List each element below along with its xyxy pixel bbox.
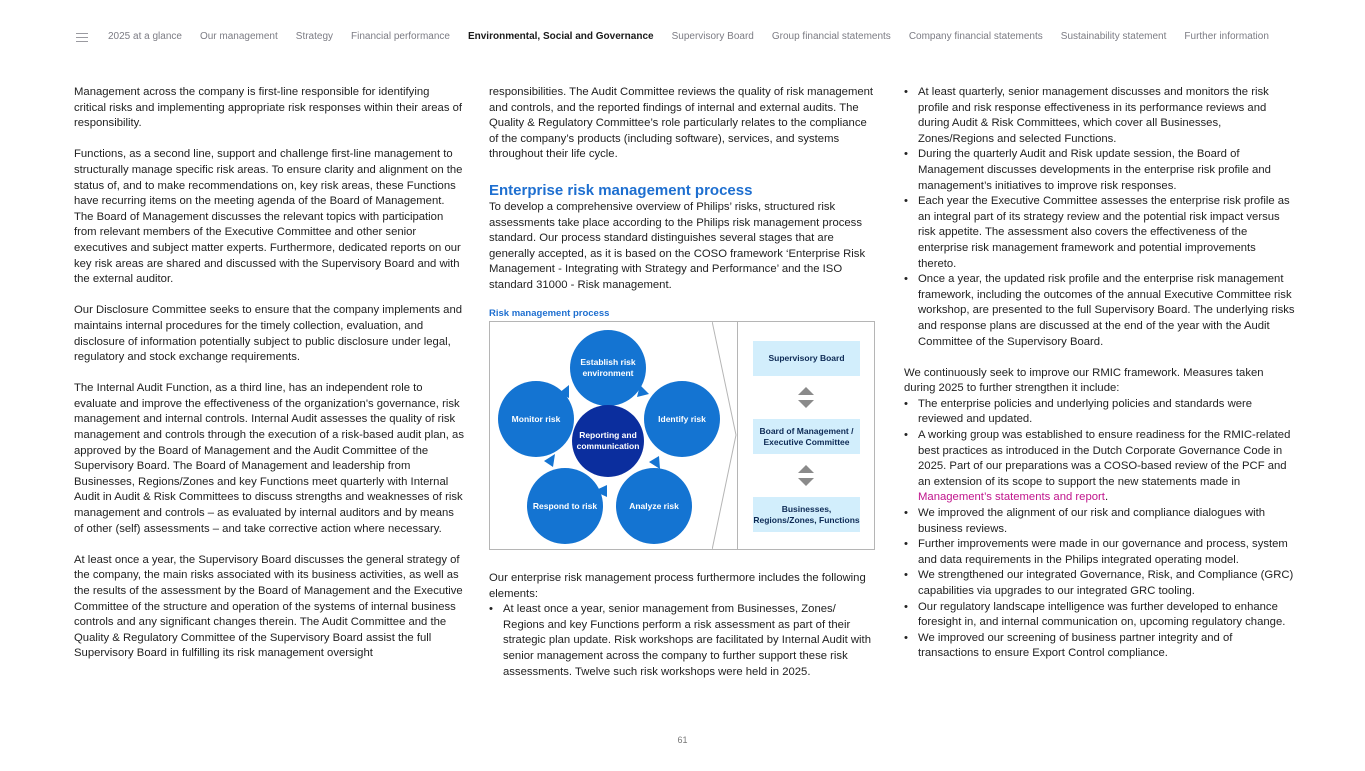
column-right (904, 85, 1296, 662)
paragraph: The Internal Audit Function, as a third line, has an independent role to evaluate and improve the effectiveness of the organization's governance, risk management and internal controls. Internal Audit assesses the quality of risk management and controls through the execution of a risk-based audit plan, as approved by the Board of Management and the Audit Committee of the Supervisory Board. The Board of Management and leadership from Businesses, Regions/Zones and key Functions meet quarterly with Internal Audit in Audit & Risk Committees to discuss strengths and weaknesses of risk management and controls – as evaluated by internal auditors and by means of other (self) assessments – and take corrective action where necessary. (74, 382, 464, 535)
nav-item-financial-performance[interactable]: Financial performance (351, 31, 450, 42)
level-supervisory-board: Supervisory Board (753, 341, 860, 376)
arrow-identify-analyze (649, 456, 660, 469)
nav-item-strategy[interactable]: Strategy (295, 31, 334, 42)
bullet-list (489, 602, 879, 680)
paragraph: We continuously seek to improve our RMIC framework. Measures taken during 2025 to further strengthen it include: (904, 366, 1264, 395)
bullet-list (904, 397, 1296, 662)
paragraph: Management across the company is first-line responsible for identifying critical risks and implementing appropriate risk responses within their areas of responsibility. (74, 86, 463, 130)
arrow-establish-identify (637, 385, 649, 397)
level-board-of-management: Board of Management / Executive Committee (753, 419, 860, 454)
list-item: • We strengthened our integrated Governance, Risk, and Compliance (GRC) capabilities via upgrades to our integrated GRC tooling. (904, 568, 1296, 599)
nav-item-company-financial[interactable]: Company financial statements (908, 31, 1043, 42)
list-item-text: . (1104, 491, 1109, 504)
section-heading: Enterprise risk management process (489, 181, 753, 199)
arrow-respond-monitor (544, 454, 555, 467)
arrow-analyze-respond (594, 485, 607, 497)
stage-establish: Establish risk environment (570, 330, 646, 406)
list-item (904, 428, 1296, 506)
nav-item-group-financial[interactable]: Group financial statements (771, 31, 891, 42)
nav-item-esg[interactable]: Environmental, Social and Governance (467, 31, 654, 42)
hamburger-menu-icon[interactable] (76, 33, 88, 42)
nav-item-supervisory-board[interactable]: Supervisory Board (671, 31, 754, 42)
level-arrows-lower (795, 463, 817, 489)
paragraph: Our Disclosure Committee seeks to ensure that the company implements and maintains internal procedures for the timely collection, evaluation, and disclosure of information potentially subject to public disclosure under legal, regulatory and stock exchange requirements. (74, 304, 463, 364)
page-number: 61 (677, 735, 688, 745)
bullet-list (904, 85, 1296, 350)
level-arrows-upper (795, 385, 817, 411)
paragraph: responsibilities. The Audit Committee reviews the quality of risk management and controls, and the reported findings of internal and external audits. The Quality & Regulatory Committee’s role particularly relates to the compliance of the company’s products (including software), services, and systems throughout their life cycle. (489, 86, 874, 161)
list-item: • During the quarterly Audit and Risk update session, the Board of Management discusses developments in the enterprise risk profile and management’s initiatives to improve risk responses. (904, 147, 1296, 194)
list-item: • Our regulatory landscape intelligence was further developed to enhance foresight in, and internal communication on, upcoming regulatory change. (904, 600, 1296, 631)
list-item: • At least once a year, senior management from Businesses, Zones/ Regions and key Functions perform a risk assessment as part of their strategic plan update. Risk workshops are facilitated by Internal Audit with senior management across the company to further support these risk assessments. Twelve such risk workshops were held in 2025. (489, 602, 879, 680)
stage-identify: Identify risk (644, 381, 720, 457)
list-item: • At least quarterly, senior management discusses and monitors the risk profile and risk response effectiveness in its performance reviews and during Audit & Risk Committees, which cover all Businesses, Zones/Regions and selected Functions. (904, 85, 1296, 147)
top-navigation (0, 0, 1365, 72)
list-item: • Once a year, the updated risk profile and the enterprise risk management framework, including the outcomes of the annual Executive Committee risk workshop, are presented to the full Supervisory Board. The underlying risks and response plans are discussed at the end of the year with the Audit Committee of the Supervisory Board. (904, 272, 1296, 350)
column-middle-lower (489, 571, 879, 680)
stage-monitor: Monitor risk (498, 381, 574, 457)
paragraph: At least once a year, the Supervisory Board discusses the general strategy of the company, the main risks associated with its business activities, as well as the results of the assessment by the Board of Management and the Executive Committee of the structure and operation of the systems of internal business controls and any significant changes therein. The Audit Committee and the Quality & Regulatory Committee of the Supervisory Board assist the full Supervisory Board in fulfilling its risk management oversight (74, 553, 463, 660)
stage-analyze: Analyze risk (616, 468, 692, 544)
list-item: • Further improvements were made in our governance and process, system and data requirements in the Philips integrated operating model. (904, 537, 1296, 568)
nav-item-sustainability[interactable]: Sustainability statement (1060, 31, 1167, 42)
column-left (74, 85, 464, 678)
list-item: • We improved the alignment of our risk and compliance dialogues with business reviews. (904, 506, 1296, 537)
list-item-text: A working group was established to ensure readiness for the RMIC-related best practices as introduced in the Dutch Corporate Governance Code in 2025. Part of our preparations was a COSO-based review of the PCF and an extension of its scope to support the new statements made in (918, 429, 1291, 488)
nav-links (108, 31, 1287, 42)
paragraph: To develop a comprehensive overview of Philips’ risks, structured risk assessments take place according to the Philips risk management process standard. Our process standard distinguishes several stages that are generally accepted, as it is based on the COSO framework ‘Enterprise Risk Management - Integrating with Strategy and Performance’ and the ISO standard 31000 - Risk management. (489, 200, 866, 291)
nav-item-glance[interactable]: 2025 at a glance (108, 31, 182, 42)
arrow-monitor-establish (559, 385, 569, 398)
list-item: • The enterprise policies and underlying policies and standards were reviewed and updated. (904, 397, 1296, 428)
level-businesses: Businesses, Regions/Zones, Functions (753, 497, 860, 532)
stage-respond: Respond to risk (527, 468, 603, 544)
diagram-title: Risk management process (489, 308, 610, 319)
stage-reporting: Reporting and communication (572, 405, 644, 477)
management-statements-link[interactable]: Management’s statements and report (918, 491, 1105, 504)
nav-item-further-info[interactable]: Further information (1184, 31, 1269, 42)
cycle-arrows (489, 321, 729, 550)
list-item: • Each year the Executive Committee assesses the enterprise risk profile as an integral part of its strategy review and the potential risk impact versus risk appetite. The assessment also covers the effectiveness of the enterprise risk management framework and potential improvements thereto. (904, 194, 1296, 272)
paragraph: Functions, as a second line, support and challenge first-line management to structurally manage specific risk areas. To ensure clarity and alignment on the status of, and to make recommendations on, key risk areas, these Functions have recurring items on the meeting agenda of the Board of Management. The Board of Management discusses the relevant topics with participation from relevant members of the Executive Committee and other senior executives and subject matter experts. Furthermore, dedicated reports on our key risk areas are shared and discussed with the Supervisory Board and with the external auditor. (74, 148, 463, 286)
list-item: • We improved our screening of business partner integrity and of transactions to ensure Export Control compliance. (904, 631, 1296, 662)
nav-item-management[interactable]: Our management (199, 31, 278, 42)
paragraph: Our enterprise risk management process furthermore includes the following elements: (489, 572, 866, 600)
column-middle (489, 85, 879, 309)
